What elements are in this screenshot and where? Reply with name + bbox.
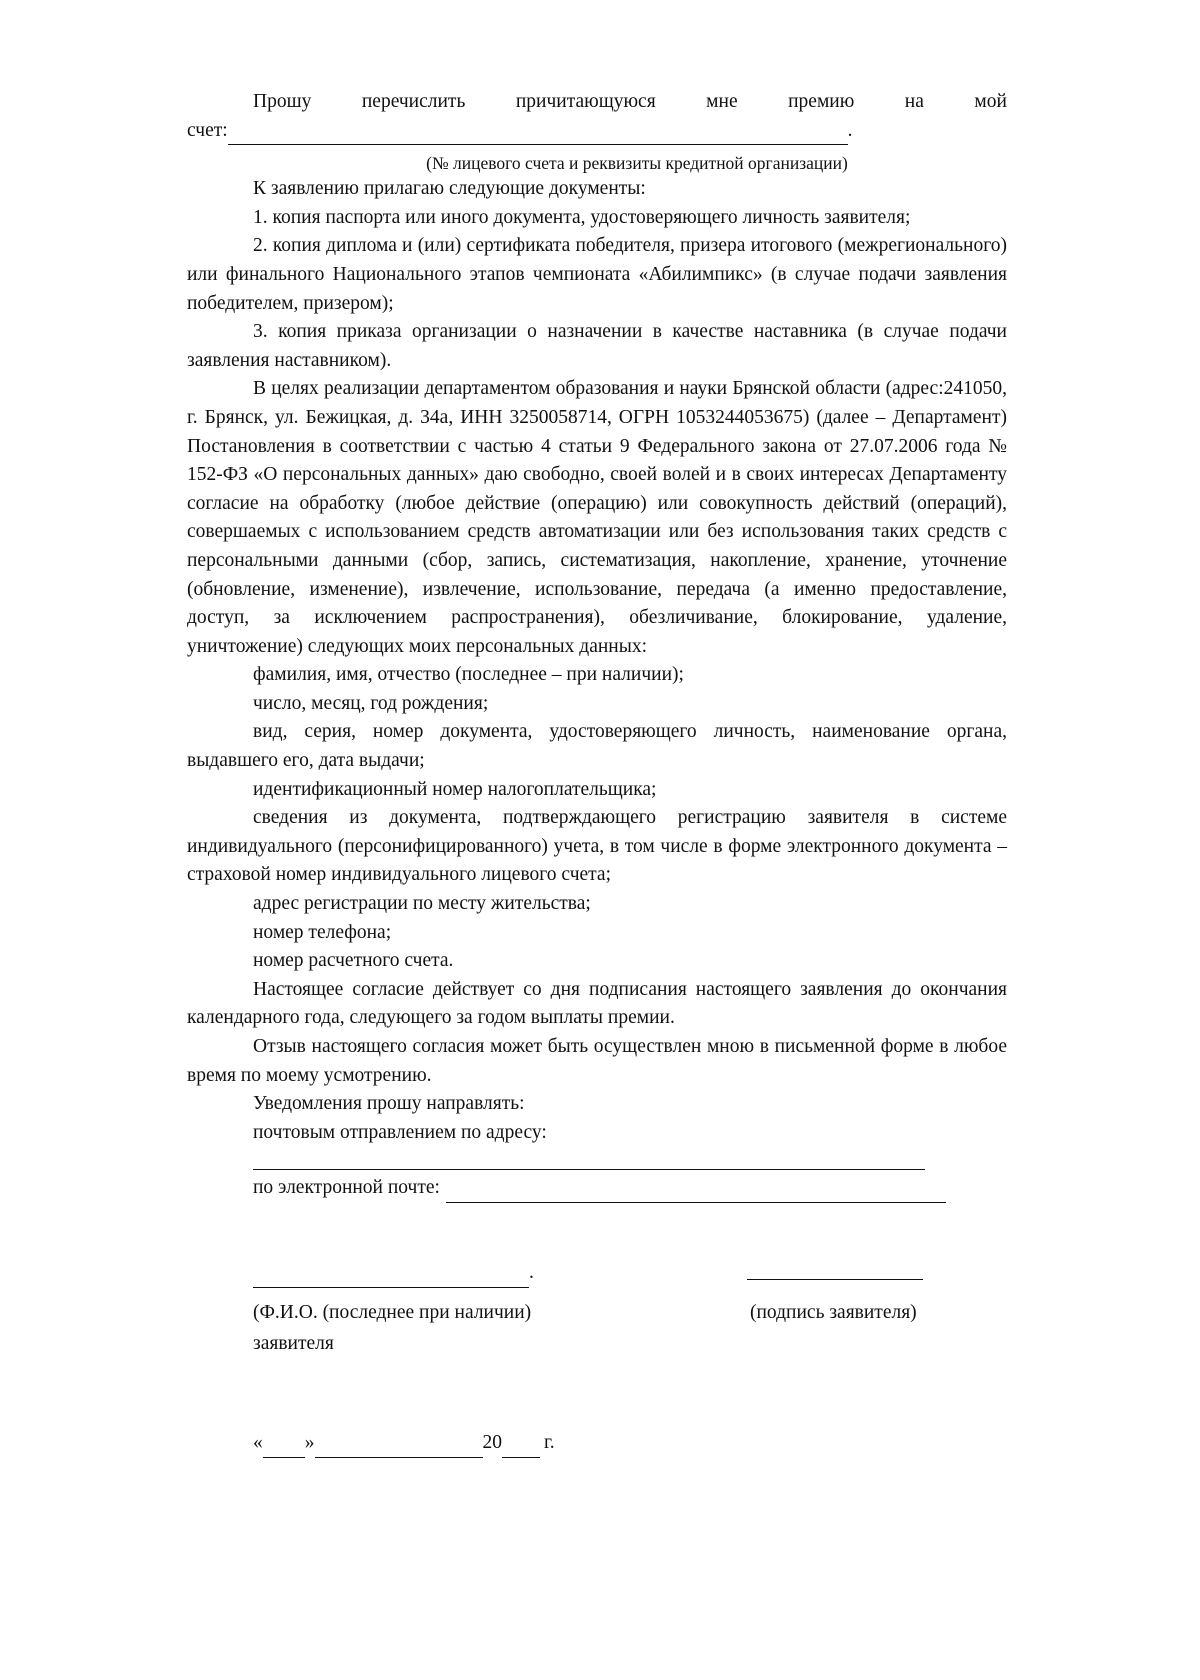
account-period: . — [847, 119, 853, 141]
request-word: Прошу — [253, 91, 312, 112]
email-field[interactable] — [446, 1182, 946, 1203]
attachment-item-3: 3. копия приказа организации о назначении в качестве наставника (в случае подачи заявления наставником). — [187, 321, 1007, 371]
name-line-period: . — [529, 1261, 534, 1283]
data-item-birth-date: число, месяц, год рождения; — [253, 692, 489, 714]
date-year-prefix: 20 — [482, 1431, 502, 1453]
postal-label: почтовым отправлением по адресу: — [253, 1121, 547, 1143]
data-item-id-document: вид, серия, номер документа, удостоверяющего личность, наименование органа, выдавшего его, дата выдачи; — [187, 721, 1007, 772]
request-word: на — [904, 91, 924, 112]
name-field[interactable] — [253, 1267, 529, 1288]
notifications-title: Уведомления прошу направлять: — [253, 1093, 525, 1115]
request-line — [187, 88, 1007, 117]
account-label: счет: — [187, 119, 228, 141]
request-word: мой — [974, 91, 1007, 112]
signature-caption: (подпись заявителя) — [750, 1301, 917, 1323]
application-body — [187, 88, 1007, 1458]
account-caption: (№ лицевого счета и реквизиты кредитной организации) — [426, 153, 848, 174]
data-item-phone: номер телефона; — [253, 921, 392, 943]
attachment-item-1: 1. копия паспорта или иного документа, удостоверяющего личность заявителя; — [253, 206, 911, 228]
data-item-full-name: фамилия, имя, отчество (последнее – при наличии); — [253, 664, 684, 686]
name-caption — [253, 1299, 531, 1358]
date-year-suffix: г. — [544, 1431, 555, 1453]
attachment-item-2: 2. копия диплома и (или) сертификата победителя, призера итогового (межрегионального) или финального Национального этапов чемпионата «Абилимпикс» (в случае подачи заявления победителем, призером); — [187, 235, 1007, 314]
data-item-account-number: номер расчетного счета. — [253, 950, 454, 972]
request-word: перечислить — [361, 91, 466, 112]
name-caption-line-2: заявителя — [253, 1332, 334, 1354]
data-item-address: адрес регистрации по месту жительства; — [253, 893, 591, 915]
consent-revocation: Отзыв настоящего согласия может быть осуществлен мною в письменной форме в любое время по моему усмотрению. — [187, 1036, 1007, 1086]
date-row — [253, 1429, 1007, 1458]
account-number-field[interactable] — [228, 124, 848, 145]
request-word: причитающуюся — [515, 91, 656, 112]
date-year-field[interactable] — [502, 1437, 540, 1458]
account-row — [187, 117, 1007, 146]
data-item-insurance-number: сведения из документа, подтверждающего регистрацию заявителя в системе индивидуального (персонифицированного) учета, в том числе в форме электронного документа – страховой номер индивидуального лицевого счета; — [187, 807, 1007, 886]
email-row — [253, 1174, 1007, 1203]
date-open-quote: « — [253, 1431, 263, 1453]
request-word: мне — [706, 91, 738, 112]
date-month-field[interactable] — [315, 1437, 483, 1458]
request-word: премию — [788, 91, 855, 112]
signature-field[interactable] — [747, 1259, 923, 1280]
signature-block — [187, 1259, 1007, 1429]
consent-paragraph: В целях реализации департаментом образования и науки Брянской области (адрес:241050, г. Брянск, ул. Бежицкая, д. 34а, ИНН 3250058714, ОГРН 1053244053675) (далее – Департамент) Постановления в соответствии с частью 4 статьи 9 Федерального закона от 27.07.2006 года № 152-ФЗ «О персональных данных» даю свободно, своей волей и в своих интересах Департаменту согласие на обработку (любое действие (операцию) или совокупность действий (операций), совершаемых с использованием средств автоматизации или без использования таких средств с персональными данными (сбор, запись, систематизация, накопление, хранение, уточнение (обновление, изменение), извлечение, использование, передача (а именно предоставление, доступ, за исключением распространения), обезличивание, блокирование, удаление, уничтожение) следующих моих персональных данных: — [187, 378, 1007, 657]
name-line-row — [253, 1259, 534, 1288]
data-item-tax-number: идентификационный номер налогоплательщика; — [253, 778, 657, 800]
date-day-field[interactable] — [263, 1437, 305, 1458]
attachments-intro: К заявлению прилагаю следующие документы: — [253, 178, 646, 200]
date-close-quote: » — [304, 1431, 315, 1453]
consent-validity: Настоящее согласие действует со дня подписания настоящего заявления до окончания календарного года, следующего за годом выплаты премии. — [187, 978, 1007, 1029]
name-caption-line-1: (Ф.И.О. (последнее при наличии) — [253, 1301, 532, 1323]
email-label: по электронной почте: — [253, 1177, 440, 1199]
postal-address-field[interactable] — [253, 1147, 925, 1170]
